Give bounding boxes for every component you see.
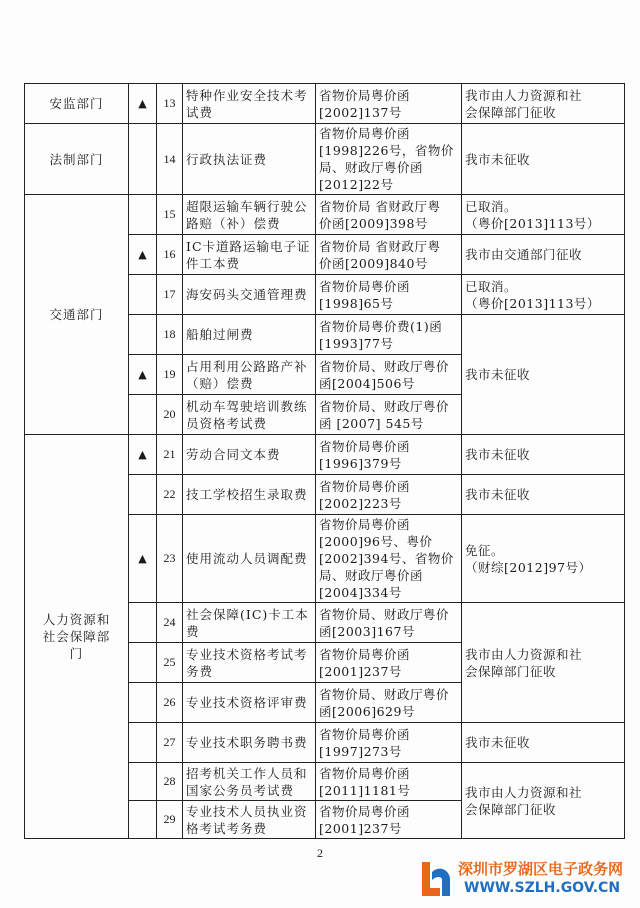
- dept-cell: 人力资源和 社会保障部 门: [25, 435, 129, 839]
- fee-name-cell: 海安码头交通管理费: [183, 275, 316, 315]
- row-number: 18: [157, 315, 183, 355]
- fee-name-cell: 超限运输车辆行驶公 路赔（补）偿费: [183, 195, 316, 235]
- fee-name-cell: 社会保障(IC)卡工本 费: [183, 603, 316, 643]
- table-row: [25, 435, 625, 475]
- dept-cell: 安监部门: [25, 84, 129, 124]
- site-logo-icon: [418, 858, 454, 898]
- note-cell: 已取消。 （粤价[2013]113号）: [462, 195, 625, 235]
- mark-cell: [129, 683, 157, 723]
- fee-name-cell: 专业技术资格评审费: [183, 683, 316, 723]
- basis-cell: 省物价局粤价函 [2011]1181号: [316, 763, 462, 801]
- dept-cell: 法制部门: [25, 124, 129, 195]
- row-number: 20: [157, 395, 183, 435]
- fee-name-cell: 使用流动人员调配费: [183, 515, 316, 603]
- fee-name-cell: 招考机关工作人员和 国家公务员考试费: [183, 763, 316, 801]
- mark-cell: ▲: [129, 435, 157, 475]
- row-number: 29: [157, 801, 183, 839]
- fee-name-cell: 劳动合同文本费: [183, 435, 316, 475]
- basis-cell: 省物价局粤价函 [1998]226号，省物价 局、财政厅粤价函 [2012]22号: [316, 124, 462, 195]
- basis-cell: 省物价局粤价函 [1998]65号: [316, 275, 462, 315]
- basis-cell: 省物价局粤价费(1)函 [1993]77号: [316, 315, 462, 355]
- mark-cell: [129, 124, 157, 195]
- note-cell: 我市未征收: [462, 124, 625, 195]
- basis-cell: 省物价局粤价函 [1997]273号: [316, 723, 462, 763]
- basis-cell: 省物价局粤价函 [2002]137号: [316, 84, 462, 124]
- note-cell: 已取消。 （粤价[2013]113号）: [462, 275, 625, 315]
- mark-cell: [129, 275, 157, 315]
- basis-cell: 省物价局粤价函 [1996]379号: [316, 435, 462, 475]
- fee-name-cell: 专业技术资格考试考 务费: [183, 643, 316, 683]
- fee-name-cell: 船舶过闸费: [183, 315, 316, 355]
- row-number: 15: [157, 195, 183, 235]
- fee-name-cell: 专业技术职务聘书费: [183, 723, 316, 763]
- note-cell: 我市由人力资源和社 会保障部门征收: [462, 603, 625, 723]
- note-cell: 我市未征收: [462, 315, 625, 435]
- mark-cell: [129, 723, 157, 763]
- row-number: 27: [157, 723, 183, 763]
- row-number: 23: [157, 515, 183, 603]
- note-cell: 我市由人力资源和社 会保障部门征收: [462, 84, 625, 124]
- row-number: 25: [157, 643, 183, 683]
- row-number: 16: [157, 235, 183, 275]
- basis-cell: 省物价局、财政厅粤价 函[2006]629号: [316, 683, 462, 723]
- fee-name-cell: IC卡道路运输电子证 件工本费: [183, 235, 316, 275]
- mark-cell: [129, 603, 157, 643]
- basis-cell: 省物价局 省财政厅粤 价函[2009]840号: [316, 235, 462, 275]
- watermark-title: 深圳市罗湖区电子政务网: [458, 860, 624, 878]
- fee-table: [24, 83, 625, 839]
- basis-cell: 省物价局、财政厅粤价 函 [2007] 545号: [316, 395, 462, 435]
- dept-cell: 交通部门: [25, 195, 129, 435]
- mark-cell: [129, 801, 157, 839]
- row-number: 19: [157, 355, 183, 395]
- mark-cell: ▲: [129, 84, 157, 124]
- table-row: [25, 124, 625, 195]
- note-cell: 我市由交通部门征收: [462, 235, 625, 275]
- basis-cell: 省物价局 省财政厅粤 价函[2009]398号: [316, 195, 462, 235]
- row-number: 14: [157, 124, 183, 195]
- fee-name-cell: 行政执法证费: [183, 124, 316, 195]
- table-row: [25, 195, 625, 235]
- mark-cell: [129, 315, 157, 355]
- fee-name-cell: 特种作业安全技术考 试费: [183, 84, 316, 124]
- mark-cell: ▲: [129, 235, 157, 275]
- table-row: [25, 84, 625, 124]
- row-number: 22: [157, 475, 183, 515]
- row-number: 26: [157, 683, 183, 723]
- note-cell: 我市由人力资源和社 会保障部门征收: [462, 763, 625, 839]
- mark-cell: ▲: [129, 515, 157, 603]
- mark-cell: [129, 475, 157, 515]
- row-number: 28: [157, 763, 183, 801]
- basis-cell: 省物价局粤价函 [2001]237号: [316, 801, 462, 839]
- basis-cell: 省物价局、财政厅粤价 函[2004]506号: [316, 355, 462, 395]
- row-number: 24: [157, 603, 183, 643]
- fee-name-cell: 机动车驾驶培训教练 员资格考试费: [183, 395, 316, 435]
- basis-cell: 省物价局粤价函 [2000]96号、粤价 [2002]394号、省物价 局、财政厅粤价函 [2004]334号: [316, 515, 462, 603]
- page-number: 2: [317, 846, 323, 860]
- mark-cell: [129, 643, 157, 683]
- mark-cell: [129, 395, 157, 435]
- mark-cell: ▲: [129, 355, 157, 395]
- mark-cell: [129, 763, 157, 801]
- basis-cell: 省物价局粤价函 [2001]237号: [316, 643, 462, 683]
- watermark: [418, 856, 634, 902]
- note-cell: 我市未征收: [462, 723, 625, 763]
- mark-cell: [129, 195, 157, 235]
- watermark-url: WWW.SZLH.GOV.CN: [464, 880, 621, 896]
- note-cell: 免征。 （财综[2012]97号）: [462, 515, 625, 603]
- row-number: 13: [157, 84, 183, 124]
- basis-cell: 省物价局粤价函 [2002]223号: [316, 475, 462, 515]
- fee-name-cell: 占用利用公路路产补 （赔）偿费: [183, 355, 316, 395]
- fee-name-cell: 专业技术人员执业资 格考试考务费: [183, 801, 316, 839]
- row-number: 21: [157, 435, 183, 475]
- note-cell: 我市未征收: [462, 435, 625, 475]
- note-cell: 我市未征收: [462, 475, 625, 515]
- basis-cell: 省物价局、财政厅粤价 函[2003]167号: [316, 603, 462, 643]
- fee-name-cell: 技工学校招生录取费: [183, 475, 316, 515]
- row-number: 17: [157, 275, 183, 315]
